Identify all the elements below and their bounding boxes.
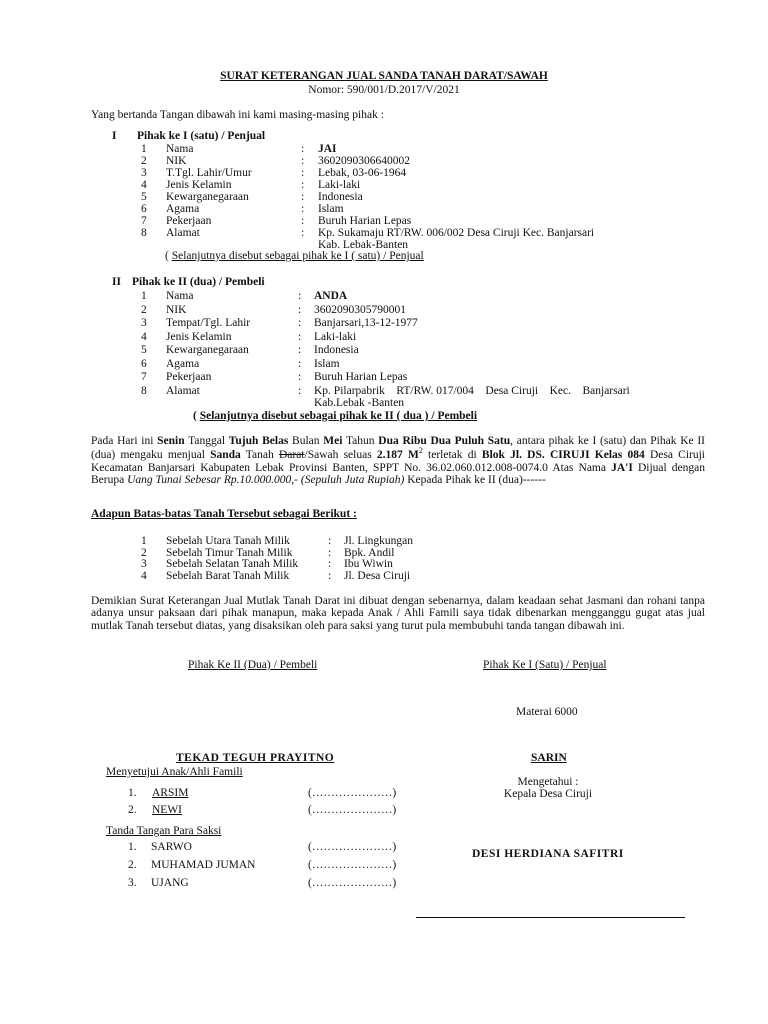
field-colon: : [298, 290, 302, 302]
field-label: NIK [166, 155, 187, 167]
field-number: 7 [141, 215, 147, 227]
field-colon: : [301, 215, 305, 227]
acknowledged-label: Mengetahui : [517, 776, 579, 788]
boundary-value: Jl. Lingkungan [344, 535, 413, 547]
field-number: 8 [141, 227, 147, 239]
boundary-number: 3 [141, 558, 147, 570]
buyer-signer-name: TEKAD TEGUH PRAYITNO [176, 752, 335, 764]
field-label: Alamat [166, 227, 200, 239]
field-label: NIK [166, 303, 187, 316]
field-value: Islam [314, 357, 340, 370]
field-colon: : [298, 357, 302, 370]
boundary-number: 4 [141, 569, 147, 582]
field-colon: : [301, 167, 305, 179]
boundary-label: Sebelah Timur Tanah Milik [166, 546, 293, 559]
signature-blank: (…………………) [308, 787, 397, 799]
field-value: Kp. Pilarpabrik RT/RW. 017/004 Desa Ciruji Kec. Banjarsari [314, 384, 630, 397]
field-number: 4 [141, 330, 147, 343]
signature-blank: (…………………) [308, 877, 397, 889]
document-title: SURAT KETERANGAN JUAL SANDA TANAH DARAT/SAWAH [220, 70, 548, 82]
family-signer-name: NEWI [152, 804, 183, 816]
boundary-number: 1 [141, 535, 147, 547]
field-value: Laki-laki [314, 330, 357, 343]
field-colon: : [301, 179, 305, 191]
field-value-line2: Kab. Lebak-Banten [318, 239, 409, 251]
field-value: Indonesia [314, 344, 359, 356]
field-label: Tempat/Tgl. Lahir [166, 317, 251, 329]
seller-signer-name: SARIN [531, 752, 567, 764]
field-number: 8 [141, 384, 147, 397]
field-label: Kewarganegaraan [166, 344, 249, 356]
field-number: 4 [141, 179, 147, 191]
field-value: Laki-laki [318, 179, 361, 191]
signature-blank: (…………………) [308, 859, 397, 871]
field-colon: : [301, 143, 305, 155]
boundary-value: Ibu Wiwin [344, 558, 393, 570]
signature-blank: (…………………) [308, 841, 397, 853]
party1-note: ( Selanjutnya disebut sebagai pihak ke I ( satu) / Penjual [165, 250, 424, 262]
buyer-sign-label: Pihak Ke II (Dua) / Pembeli [188, 659, 318, 671]
party2-roman: II [112, 276, 121, 288]
boundary-colon: : [328, 546, 332, 559]
witnesses-label: Tanda Tangan Para Saksi [106, 825, 222, 837]
signer-number: 1. [128, 787, 137, 799]
field-number: 5 [141, 344, 147, 356]
seller-sign-label: Pihak Ke I (Satu) / Penjual [483, 659, 607, 671]
field-label: Jenis Kelamin [166, 179, 232, 191]
field-number: 5 [141, 191, 147, 203]
statement-paragraph: Demikian Surat Keterangan Jual Mutlak Tanah Darat ini dibuat dengan sebenarnya, dalam keadaan sehat Jasmani dan rohani tanpa adanya unsur paksaan dari pihak manapun, maka kepada Anak / Ahli Famili saya tidak dibenarkan mengganggu gugat atas jual mutlak Tanah tersebut diatas, yang disaksikan oleh para saksi yang turut pula membubuhi tanda tangan dibawah ini. [91, 595, 705, 632]
signer-number: 3. [128, 877, 137, 889]
document-number: Nomor: 590/001/D.2017/V/2021 [308, 84, 460, 96]
stamp-duty-label: Materai 6000 [516, 706, 578, 718]
transaction-paragraph: Pada Hari ini Senin Tanggal Tujuh Belas Bulan Mei Tahun Dua Ribu Dua Puluh Satu, antara pihak ke I (satu) dan Pihak Ke II (dua) mengaku menjual Sanda Tanah Darat/Sawah seluas 2.187 $M^2$ terletak di Blok Jl. DS. CIRUJI Kelas 084 Desa Ciruji Kecamatan Banjarsari Kabupaten Lebak Provinsi Banten, SPPT No. 36.02.060.012.008-0074.0 Atas Nama JA'I Dijual dengan Berupa Uang Tunai Sebesar Rp.10.000.000,- (Sepuluh Juta Rupiah) Kepada Pihak ke II (dua)------ [91, 435, 706, 487]
field-colon: : [298, 371, 302, 383]
signer-number: 2. [128, 804, 137, 816]
field-value: Indonesia [318, 191, 363, 203]
boundary-value: Jl. Desa Ciruji [344, 569, 411, 582]
field-label: Agama [166, 203, 200, 215]
field-number: 2 [141, 155, 147, 167]
field-number: 1 [141, 290, 147, 302]
field-value: Kp. Sukamaju RT/RW. 006/002 Desa Ciruji Kec. Banjarsari [318, 227, 595, 239]
field-colon: : [298, 384, 302, 397]
family-approval-label: Menyetujui Anak/Ahli Famili [106, 766, 243, 778]
boundary-value: Bpk. Andil [344, 546, 395, 559]
boundary-colon: : [328, 558, 332, 570]
party1-roman: I [112, 130, 117, 142]
field-colon: : [298, 330, 302, 343]
field-number: 7 [141, 371, 147, 383]
party1-note-text: Selanjutnya disebut sebagai pihak ke I ( satu) / Penjual [171, 250, 424, 262]
signature-line [416, 917, 685, 918]
field-label: Agama [166, 357, 200, 370]
field-colon: : [301, 191, 305, 203]
party1-heading: Pihak ke I (satu) / Penjual [137, 130, 266, 142]
boundary-label: Sebelah Selatan Tanah Milik [166, 558, 299, 570]
field-label: Jenis Kelamin [166, 330, 232, 343]
field-value: JAI [318, 143, 337, 155]
field-colon: : [298, 317, 302, 329]
field-label: Pekerjaan [166, 371, 212, 383]
signature-blank: (…………………) [308, 804, 397, 816]
boundaries-heading: Adapun Batas-batas Tanah Tersebut sebagai Berikut : [91, 508, 357, 520]
field-colon: : [301, 203, 305, 215]
boundary-label: Sebelah Utara Tanah Milik [166, 535, 290, 547]
field-number: 3 [141, 317, 147, 329]
field-number: 6 [141, 203, 147, 215]
field-label: T.Tgl. Lahir/Umur [166, 167, 252, 179]
field-colon: : [301, 155, 305, 167]
village-head-label: Kepala Desa Ciruji [503, 788, 593, 800]
field-number: 6 [141, 357, 147, 370]
field-label: Nama [166, 143, 194, 155]
witness-name: UJANG [151, 877, 189, 889]
field-label: Alamat [166, 384, 200, 397]
witness-name: SARWO [151, 841, 192, 853]
field-number: 2 [141, 303, 147, 316]
field-value-line2: Kab.Lebak -Banten [314, 396, 405, 409]
field-colon: : [301, 227, 305, 239]
field-label: Nama [166, 290, 194, 302]
party2-heading: Pihak ke II (dua) / Pembeli [132, 276, 265, 288]
field-number: 1 [141, 143, 147, 155]
field-number: 3 [141, 167, 147, 179]
boundary-number: 2 [141, 546, 147, 559]
village-head-name: DESI HERDIANA SAFITRI [472, 848, 624, 860]
boundary-label: Sebelah Barat Tanah Milik [166, 569, 290, 582]
field-value: Islam [318, 203, 344, 215]
field-value: Buruh Harian Lepas [314, 371, 408, 383]
boundary-colon: : [328, 535, 332, 547]
party2-note: ( Selanjutnya disebut sebagai pihak ke II ( dua ) / Pembeli [193, 410, 478, 422]
field-value: Lebak, 03-06-1964 [318, 167, 407, 179]
signer-number: 1. [128, 841, 137, 853]
field-value: 3602090305790001 [314, 303, 406, 316]
party2-note-text: Selanjutnya disebut sebagai pihak ke II ( dua ) / Pembeli [199, 410, 478, 422]
field-value: 3602090306640002 [318, 155, 410, 167]
field-label: Pekerjaan [166, 215, 212, 227]
boundary-colon: : [328, 569, 332, 582]
field-value: ANDA [314, 290, 348, 302]
intro-text: Yang bertanda Tangan dibawah ini kami masing-masing pihak : [91, 109, 384, 121]
field-colon: : [298, 303, 302, 316]
field-colon: : [298, 344, 302, 356]
field-value: Buruh Harian Lepas [318, 215, 412, 227]
witness-name: MUHAMAD JUMAN [151, 859, 256, 871]
field-value: Banjarsari,13-12-1977 [314, 317, 418, 329]
field-label: Kewarganegaraan [166, 191, 249, 203]
signer-number: 2. [128, 859, 137, 871]
family-signer-name: ARSIM [152, 787, 189, 799]
